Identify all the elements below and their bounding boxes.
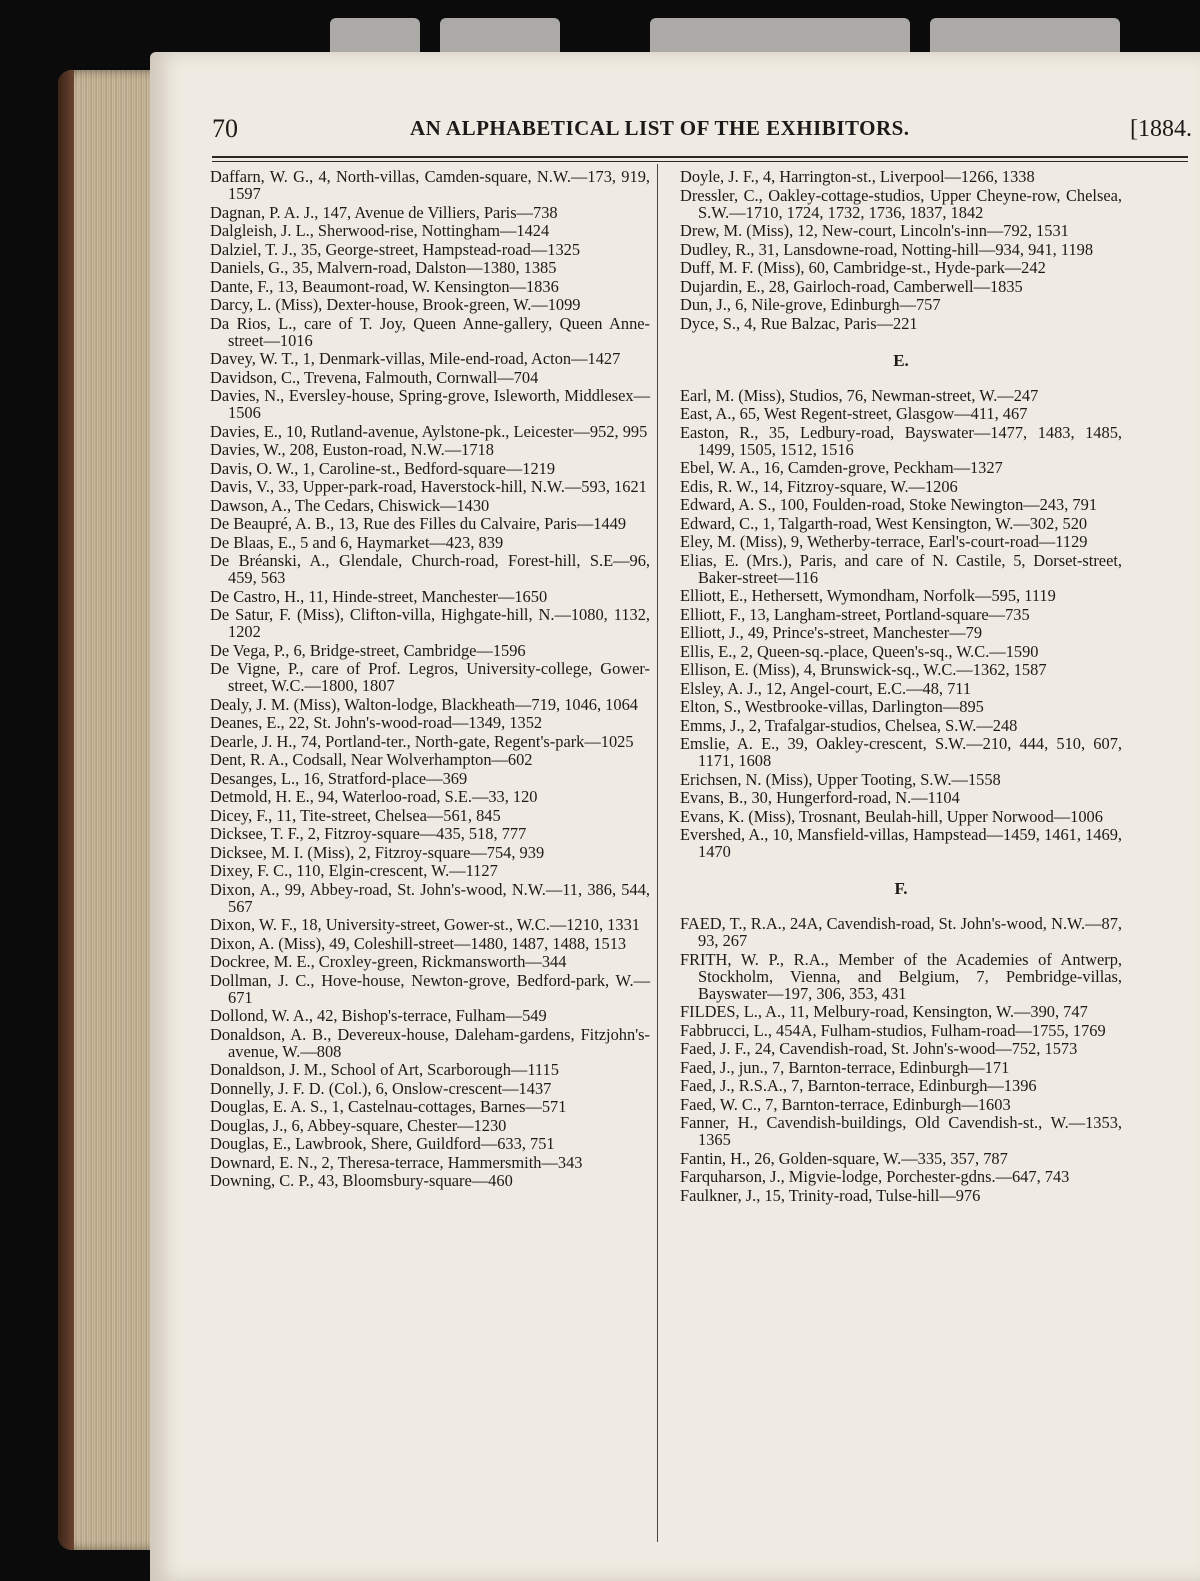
page-year: [1884. [1130, 116, 1192, 142]
exhibitor-entry: Dalgleish, J. L., Sherwood-rise, Nottingham—1424 [210, 221, 550, 240]
exhibitor-entry: Emslie, A. E., 39, Oakley-crescent, S.W.—210, 444, 510, 607, 1171, 1608 [680, 734, 1122, 770]
exhibitor-entry: FRITH, W. P., R.A., Member of the Academies of Antwerp, Stockholm, Vienna, and Belgium, 7, Pembridge-villas, Bayswater—197, 306, 353, 431 [680, 949, 1122, 1003]
exhibitor-entry: Dante, F., 13, Beaumont-road, W. Kensington—1836 [210, 276, 559, 296]
exhibitor-entry: Doyle, J. F., 4, Harrington-st., Liverpool—1266, 1338 [680, 167, 1035, 186]
book-page [150, 52, 1200, 1581]
exhibitor-entry: Faed, W. C., 7, Barnton-terrace, Edinburgh—1603 [680, 1094, 1011, 1114]
exhibitor-entry: Evans, K. (Miss), Trosnant, Beulah-hill, Upper Norwood—1006 [680, 806, 1103, 826]
exhibitor-entry: Dollond, W. A., 42, Bishop's-terrace, Fulham—549 [210, 1006, 547, 1025]
exhibitor-entry: Dicksee, M. I. (Miss), 2, Fitzroy-square—754, 939 [210, 842, 545, 862]
exhibitor-entry: Ellis, E., 2, Queen-sq.-place, Queen's-sq., W.C.—1590 [680, 641, 1039, 661]
exhibitor-entry: Daffarn, W. G., 4, North-villas, Camden-square, N.W.—173, 919, 1597 [210, 167, 650, 203]
exhibitor-entry: Dyce, S., 4, Rue Balzac, Paris—221 [680, 313, 918, 333]
exhibitor-entry: Dicey, F., 11, Tite-street, Chelsea—561, 845 [210, 805, 501, 825]
exhibitor-entry: Dixon, A., 99, Abbey-road, St. John's-wood, N.W.—11, 386, 544, 567 [210, 879, 650, 916]
exhibitor-entry: Evans, B., 30, Hungerford-road, N.—1104 [680, 788, 960, 807]
exhibitor-entry: Daniels, G., 35, Malvern-road, Dalston—1380, 1385 [210, 258, 557, 277]
exhibitor-entry: Desanges, L., 16, Stratford-place—369 [210, 768, 468, 788]
section-heading-f: F. [894, 879, 908, 898]
exhibitor-entry: Dagnan, P. A. J., 147, Avenue de Villiers, Paris—738 [210, 202, 558, 222]
exhibitor-entry: Dockree, M. E., Croxley-green, Rickmansworth—344 [210, 952, 567, 971]
exhibitor-entry: Da Rios, L., care of T. Joy, Queen Anne-gallery, Queen Anne-street—1016 [210, 313, 650, 350]
exhibitor-entry: Edward, C., 1, Talgarth-road, West Kensington, W.—302, 520 [680, 513, 1088, 533]
exhibitor-entry: FAED, T., R.A., 24A, Cavendish-road, St. John's-wood, N.W.—87, 93, 267 [680, 914, 1122, 950]
page-number: 70 [212, 114, 238, 143]
exhibitor-entry: Elton, S., Westbrooke-villas, Darlington—895 [680, 697, 984, 716]
exhibitor-entry: Faed, J., jun., 7, Barnton-terrace, Edinburgh—171 [680, 1057, 1010, 1077]
exhibitor-entry: Davidson, C., Trevena, Falmouth, Cornwall—704 [210, 367, 539, 387]
exhibitor-entry: Farquharson, J., Migvie-lodge, Porchester-gdns.—647, 743 [680, 1167, 1070, 1186]
exhibitor-entry: Dixon, A. (Miss), 49, Coleshill-street—1480, 1487, 1488, 1513 [210, 933, 627, 953]
exhibitor-entry: De Satur, F. (Miss), Clifton-villa, Highgate-hill, N.—1080, 1132, 1202 [210, 605, 650, 641]
exhibitor-entry: Ebel, W. A., 16, Camden-grove, Peckham—1327 [680, 458, 1003, 477]
exhibitor-entry: Eley, M. (Miss), 9, Wetherby-terrace, Earl's-court-road—1129 [680, 532, 1088, 551]
exhibitor-entry: Dudley, R., 31, Lansdowne-road, Notting-hill—934, 941, 1198 [680, 239, 1094, 259]
exhibitor-entry: Dicksee, T. F., 2, Fitzroy-square—435, 518, 777 [210, 824, 527, 843]
exhibitor-entry: Davies, W., 208, Euston-road, N.W.—1718 [210, 440, 494, 459]
exhibitor-entry: Fantin, H., 26, Golden-square, W.—335, 357, 787 [680, 1148, 1008, 1168]
exhibitor-entry: Edis, R. W., 14, Fitzroy-square, W.—1206 [680, 476, 958, 496]
exhibitor-entry: De Beaupré, A. B., 13, Rue des Filles du Calvaire, Paris—1449 [210, 514, 627, 533]
header-rule-thin [212, 161, 1188, 162]
column-divider [657, 164, 658, 1542]
f-entries [680, 915, 1122, 1204]
exhibitor-entry: Dressler, C., Oakley-cottage-studios, Upper Cheyne-row, Chelsea, S.W.—1710, 1724, 1732, 1736, 1837, 1842 [680, 185, 1122, 222]
exhibitor-entry: De Castro, H., 11, Hinde-street, Manchester—1650 [210, 586, 548, 606]
page-header [212, 114, 1192, 154]
exhibitor-entry: Edward, A. S., 100, Foulden-road, Stoke Newington—243, 791 [680, 495, 1098, 514]
exhibitor-entry: Elsley, A. J., 12, Angel-court, E.C.—48, 711 [680, 678, 972, 698]
exhibitor-entry: Elliott, F., 13, Langham-street, Portland-square—735 [680, 604, 1030, 624]
exhibitor-entry: Douglas, J., 6, Abbey-square, Chester—1230 [210, 1115, 507, 1135]
d-entries [680, 168, 1122, 332]
exhibitor-entry: Darcy, L. (Miss), Dexter-house, Brook-green, W.—1099 [210, 295, 581, 314]
exhibitor-entry: Erichsen, N. (Miss), Upper Tooting, S.W.—1558 [680, 769, 1001, 789]
exhibitor-entry: Downard, E. N., 2, Theresa-terrace, Hammersmith—343 [210, 1152, 583, 1172]
header-rule [212, 156, 1188, 158]
left-column [210, 168, 650, 1191]
exhibitor-entry: Dixon, W. F., 18, University-street, Gower-st., W.C.—1210, 1331 [210, 915, 640, 934]
section-heading-e: E. [893, 350, 909, 370]
exhibitor-entry: Dixey, F. C., 110, Elgin-crescent, W.—1127 [210, 861, 498, 880]
exhibitor-entry: De Vigne, P., care of Prof. Legros, University-college, Gower-street, W.C.—1800, 1807 [210, 659, 650, 695]
exhibitor-entry: Ellison, E. (Miss), 4, Brunswick-sq., W.C.—1362, 1587 [680, 660, 1047, 679]
exhibitor-entry: Douglas, E. A. S., 1, Castelnau-cottages, Barnes—571 [210, 1097, 567, 1116]
exhibitor-entry: De Vega, P., 6, Bridge-street, Cambridge—1596 [210, 640, 526, 660]
exhibitor-entry: De Bréanski, A., Glendale, Church-road, Forest-hill, S.E—96, 459, 563 [210, 551, 650, 587]
exhibitor-entry: Davies, N., Eversley-house, Spring-grove, Isleworth, Middlesex—1506 [210, 386, 650, 422]
exhibitor-entry: Dawson, A., The Cedars, Chiswick—1430 [210, 495, 490, 515]
exhibitor-entry: Faulkner, J., 15, Trinity-road, Tulse-hill—976 [680, 1185, 981, 1205]
exhibitor-entry: Dent, R. A., Codsall, Near Wolverhampton—602 [210, 750, 533, 769]
exhibitor-entry: Duff, M. F. (Miss), 60, Cambridge-st., Hyde-park—242 [680, 258, 1046, 277]
exhibitor-entry: Elias, E. (Mrs.), Paris, and care of N. Castile, 5, Dorset-street, Baker-street—116 [680, 550, 1122, 587]
exhibitor-entry: Faed, J. F., 24, Cavendish-road, St. John's-wood—752, 1573 [680, 1039, 1078, 1058]
exhibitor-entry: Emms, J., 2, Trafalgar-studios, Chelsea, S.W.—248 [680, 715, 1018, 735]
exhibitor-entry: Davey, W. T., 1, Denmark-villas, Mile-end-road, Acton—1427 [210, 349, 621, 368]
exhibitor-entry: Douglas, E., Lawbrook, Shere, Guildford—633, 751 [210, 1134, 555, 1153]
exhibitor-entry: Davis, O. W., 1, Caroline-st., Bedford-square—1219 [210, 458, 556, 478]
exhibitor-entry: Easton, R., 35, Ledbury-road, Bayswater—1477, 1483, 1485, 1499, 1505, 1512, 1516 [680, 422, 1122, 459]
exhibitor-entry: Dearle, J. H., 74, Portland-ter., North-gate, Regent's-park—1025 [210, 731, 634, 751]
right-column [680, 168, 1122, 1205]
exhibitor-entry: Dealy, J. M. (Miss), Walton-lodge, Blackheath—719, 1046, 1064 [210, 694, 638, 714]
exhibitor-entry: Davies, E., 10, Rutland-avenue, Aylstone-pk., Leicester—952, 995 [210, 421, 648, 441]
exhibitor-entry: Dujardin, E., 28, Gairloch-road, Camberwell—1835 [680, 276, 1023, 296]
exhibitor-entry: Earl, M. (Miss), Studios, 76, Newman-street, W.—247 [680, 385, 1039, 405]
exhibitor-entry: De Blaas, E., 5 and 6, Haymarket—423, 839 [210, 532, 504, 552]
exhibitor-entry: Dun, J., 6, Nile-grove, Edinburgh—757 [680, 295, 941, 314]
exhibitor-entry: Detmold, H. E., 94, Waterloo-road, S.E.—33, 120 [210, 787, 538, 806]
exhibitor-entry: Donaldson, J. M., School of Art, Scarborough—1115 [210, 1060, 559, 1079]
page-title: AN ALPHABETICAL LIST OF THE EXHIBITORS. [410, 116, 910, 140]
exhibitor-entry: Donaldson, A. B., Devereux-house, Daleham-gardens, Fitzjohn's-avenue, W.—808 [210, 1024, 650, 1061]
exhibitor-entry: Faed, J., R.S.A., 7, Barnton-terrace, Edinburgh—1396 [680, 1076, 1037, 1095]
e-entries [680, 387, 1122, 861]
exhibitor-entry: Evershed, A., 10, Mansfield-villas, Hampstead—1459, 1461, 1469, 1470 [680, 825, 1122, 861]
exhibitor-entry: Fanner, H., Cavendish-buildings, Old Cavendish-st., W.—1353, 1365 [680, 1113, 1122, 1149]
exhibitor-entry: Deanes, E., 22, St. John's-wood-road—1349, 1352 [210, 713, 543, 732]
book-page-edges [58, 70, 158, 1550]
exhibitor-entry: Dalziel, T. J., 35, George-street, Hampstead-road—1325 [210, 239, 581, 259]
exhibitor-entry: Drew, M. (Miss), 12, New-court, Lincoln's-inn—792, 1531 [680, 221, 1069, 240]
exhibitor-entry: FILDES, L., A., 11, Melbury-road, Kensington, W.—390, 747 [680, 1002, 1088, 1021]
exhibitor-entry: Fabbrucci, L., 454A, Fulham-studios, Fulham-road—1755, 1769 [680, 1020, 1106, 1040]
exhibitor-entry: East, A., 65, West Regent-street, Glasgow—411, 467 [680, 404, 1028, 423]
exhibitor-entry: Elliott, J., 49, Prince's-street, Manchester—79 [680, 623, 983, 642]
exhibitor-entry: Davis, V., 33, Upper-park-road, Haverstock-hill, N.W.—593, 1621 [210, 477, 647, 496]
exhibitor-entry: Donnelly, J. F. D. (Col.), 6, Onslow-crescent—1437 [210, 1078, 552, 1098]
exhibitor-entry: Downing, C. P., 43, Bloomsbury-square—460 [210, 1171, 513, 1190]
exhibitor-entry: Dollman, J. C., Hove-house, Newton-grove, Bedford-park, W.—671 [210, 970, 650, 1007]
exhibitor-entry: Elliott, E., Hethersett, Wymondham, Norfolk—595, 1119 [680, 586, 1056, 605]
